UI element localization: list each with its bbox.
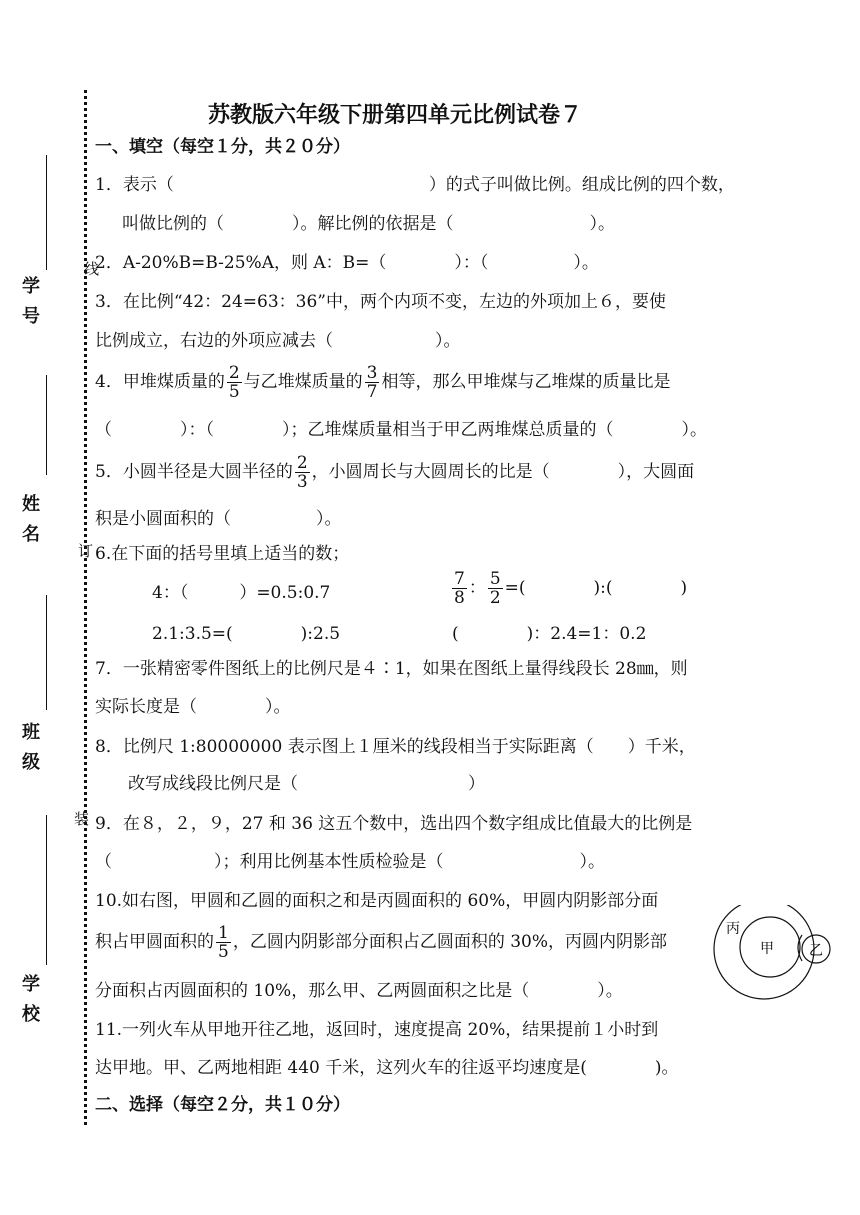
q9-line-1: 9．在８，２，９，27 和 36 这五个数中，选出四个数字组成比值最大的比例是 bbox=[95, 814, 693, 834]
class-blank-line bbox=[46, 595, 47, 710]
q11-line-1: 11.一列火车从甲地开往乙地，返回时，速度提高 20%，结果提前１小时到 bbox=[95, 1020, 659, 1040]
q1-line-2: 叫做比例的（ ）。解比例的依据是（ ）。 bbox=[122, 214, 615, 234]
name-blank-line bbox=[46, 375, 47, 475]
q4-line-1 bbox=[95, 364, 670, 401]
q4-text-2: 与乙堆煤质量的 bbox=[243, 372, 363, 392]
q1-line-1: 1．表示（ ）的式子叫做比例。组成比例的四个数， bbox=[95, 175, 735, 195]
q10-text-2: ，乙圆内阴影部分面积占乙圆面积的 30%，丙圆内阴影部 bbox=[232, 932, 668, 952]
q6-row-1-left: 4：（ ）=0.5:0.7 bbox=[152, 583, 331, 603]
q6-line-1: 6.在下面的括号里填上适当的数； bbox=[95, 544, 350, 564]
q6-row-1-right-text: =( ):( ) bbox=[504, 578, 688, 598]
q9-line-2: （ ）；利用比例基本性质检验是（ ）。 bbox=[95, 852, 605, 872]
yi-label: 乙 bbox=[809, 943, 823, 959]
q5-text-2: ，小圆周长与大圆周长的比是（ ），大圆面 bbox=[311, 462, 695, 482]
q2-line: 2．A-20%B=B-25%A，则 A：B=（ ）：（ ）。 bbox=[95, 253, 599, 273]
name-label: 姓 名 bbox=[22, 494, 58, 545]
fraction-two-fifths: $\frac{2}{5}$ bbox=[228, 363, 240, 402]
q4-text-1: 4．甲堆煤质量的 bbox=[95, 372, 225, 392]
q7-line-2: 实际长度是（ ）。 bbox=[95, 697, 291, 717]
fraction-three-sevenths: $\frac{3}{7}$ bbox=[366, 363, 378, 402]
q5-text-1: 5．小圆半径是大圆半径的 bbox=[95, 462, 293, 482]
binding-mark-staple: 订 bbox=[78, 542, 94, 560]
page-title: 苏教版六年级下册第四单元比例试卷７ bbox=[208, 102, 583, 128]
q6-row-2-right: ( )：2.4=1：0.2 bbox=[452, 624, 647, 644]
q3-line-1: 3．在比例“42：24=63：36”中，两个内项不变，左边的外项加上６，要使 bbox=[95, 292, 666, 312]
q4-line-2: （ ）：（ ）；乙堆煤质量相当于甲乙两堆煤总质量的（ ）。 bbox=[95, 420, 707, 440]
q6-row-2-left: 2.1:3.5=( ):2.5 bbox=[152, 624, 341, 644]
binding-dotted-line bbox=[84, 90, 87, 1125]
jia-label: 甲 bbox=[760, 941, 774, 957]
student-id-label: 学 号 bbox=[22, 276, 58, 327]
circles-figure bbox=[712, 905, 842, 1005]
q7-line-1: 7．一张精密零件图纸上的比例尺是４∶1，如果在图纸上量得线段长 28㎜，则 bbox=[95, 659, 688, 679]
fraction-one-fifth: $\frac{1}{5}$ bbox=[218, 923, 229, 962]
class-label: 班 级 bbox=[22, 722, 58, 773]
q6-row-1-right bbox=[450, 570, 687, 607]
q11-line-2: 达甲地。甲、乙两地相距 440 千米，这列火车的往返平均速度是( )。 bbox=[95, 1058, 679, 1078]
q4-text-3: 相等，那么甲堆煤与乙堆煤的质量比是 bbox=[381, 372, 671, 392]
bing-label: 丙 bbox=[726, 921, 740, 937]
fraction-seven-eighths: $\frac{7}{8}$ bbox=[454, 569, 465, 608]
q10-line-3: 分面积占丙圆面积的 10%，那么甲、乙两圆面积之比是（ ）。 bbox=[95, 981, 623, 1001]
q10-line-1: 10.如右图，甲圆和乙圆的面积之和是丙圆面积的 60%，甲圆内阴影部分面 bbox=[95, 891, 659, 911]
binding-mark-line: 线 bbox=[84, 260, 100, 278]
fraction-five-halves: $\frac{5}{2}$ bbox=[489, 569, 501, 608]
school-label: 学 校 bbox=[22, 974, 58, 1025]
q8-line-2: 改写成线段比例尺是（ ） bbox=[128, 774, 485, 794]
section-1-heading: 一、填空（每空１分，共２０分） bbox=[95, 137, 350, 157]
student-id-blank-line bbox=[46, 155, 47, 270]
q5-line-2: 积是小圆面积的（ ）。 bbox=[95, 509, 342, 529]
school-blank-line bbox=[46, 815, 47, 965]
q10-text-1: 积占甲圆面积的 bbox=[95, 932, 214, 952]
q3-line-2: 比例成立，右边的外项应减去（ ）。 bbox=[95, 331, 461, 351]
binding-mark-bind: 装 bbox=[74, 810, 90, 828]
q10-line-2 bbox=[95, 924, 667, 961]
section-2-heading: 二、选择（每空２分，共１０分） bbox=[95, 1095, 350, 1115]
fraction-two-thirds: $\frac{2}{3}$ bbox=[296, 453, 308, 492]
q5-line-1 bbox=[95, 454, 694, 491]
q8-line-1: 8．比例尺 1:80000000 表示图上１厘米的线段相当于实际距离（ ）千米， bbox=[95, 737, 696, 757]
q6-colon: ： bbox=[468, 578, 486, 598]
